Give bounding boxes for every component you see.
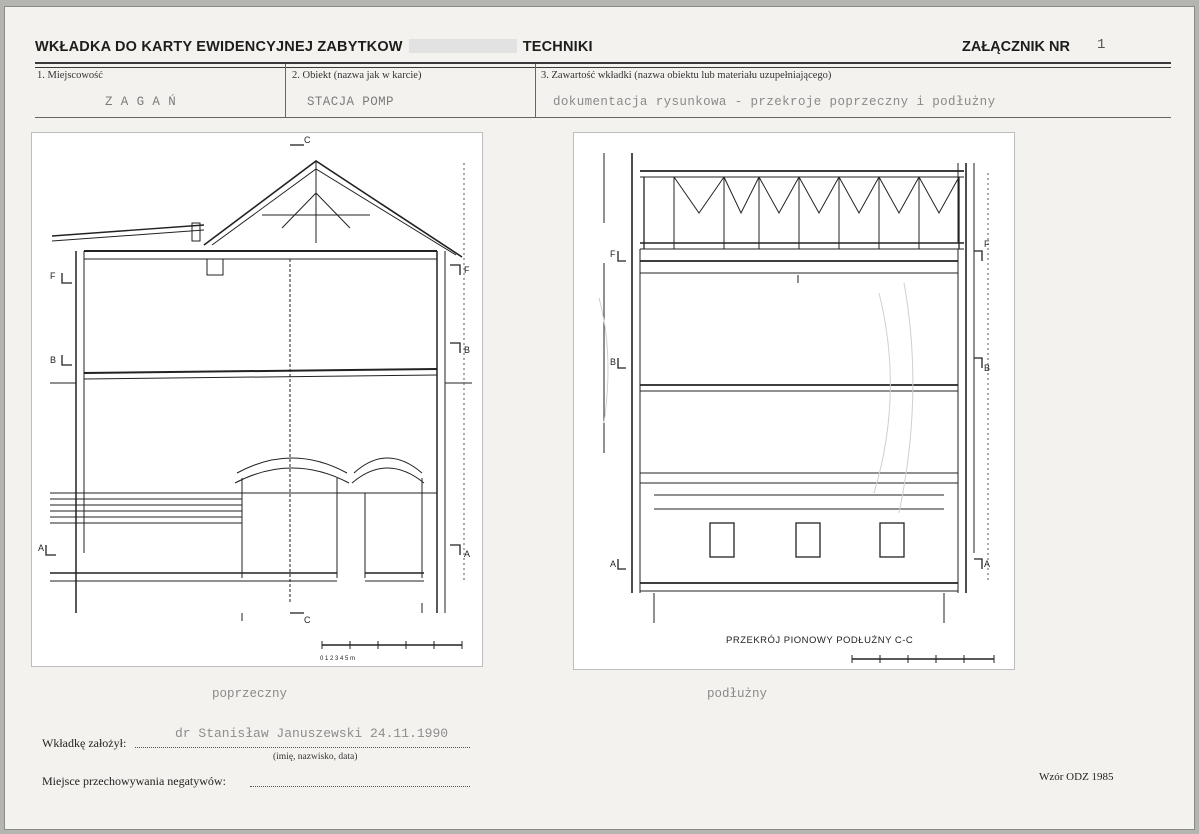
label-b-left: B [50, 355, 57, 365]
label-a-left: A [38, 543, 45, 553]
field-place-value: Z A G A Ń [105, 95, 177, 109]
scale-label: 0 1 2 3 4 5 m [320, 656, 356, 662]
label-b-right: B [464, 345, 471, 355]
title-right: TECHNIKI [522, 39, 593, 55]
founded-value: dr Stanisław Januszewski 24.11.1990 [175, 726, 449, 741]
field-content-label: 3. Zawartość wkładki (nazwa obiektu lub materiału uzupełniającego) [541, 70, 832, 81]
field-divider [285, 64, 286, 118]
field-content-value: dokumentacja rysunkowa - przekroje poprzeczny i podłużny [553, 95, 996, 109]
label-f-left: F [610, 249, 616, 259]
sheet-title [35, 39, 593, 55]
annex-label: ZAŁĄCZNIK NR [962, 39, 1070, 55]
field-place-label: 1. Miejscowość [37, 70, 103, 81]
label-a-right: A [984, 559, 991, 569]
founded-dotted-line [135, 746, 470, 748]
label-f-right: F [464, 265, 470, 275]
redaction-mark [409, 39, 517, 53]
longitudinal-section-svg [574, 133, 1015, 670]
form-code: Wzór ODZ 1985 [1039, 771, 1114, 783]
label-f-right: F [984, 239, 990, 249]
field-object-value: STACJA POMP [307, 95, 394, 109]
label-b-right: B [984, 363, 991, 373]
header-rule-thin [35, 67, 1171, 68]
founded-label: Wkładkę założył: [42, 736, 127, 750]
left-drawing-caption: poprzeczny [212, 687, 288, 701]
negatives-label: Miejsce przechowywania negatywów: [42, 774, 226, 788]
drawing-title: PRZEKRÓJ PIONOWY PODŁUŻNY C-C [726, 635, 914, 646]
negatives-dotted-line [250, 785, 470, 787]
label-c-top: C [304, 135, 311, 145]
annex-number: 1 [1097, 37, 1106, 53]
field-object-label: 2. Obiekt (nazwa jak w karcie) [292, 70, 422, 81]
field-divider [535, 64, 536, 118]
cross-section-svg [32, 133, 483, 667]
header-rule [35, 62, 1171, 64]
longitudinal-section-drawing [573, 132, 1015, 670]
label-a-left: A [610, 559, 617, 569]
label-c-bottom: C [304, 615, 311, 625]
label-b-left: B [610, 357, 617, 367]
right-drawing-caption: podłużny [707, 687, 768, 701]
founded-hint: (imię, nazwisko, data) [273, 752, 358, 762]
record-sheet [4, 6, 1195, 830]
label-a-right: A [464, 549, 471, 559]
fields-rule [35, 117, 1171, 118]
title-left: WKŁADKA DO KARTY EWIDENCYJNEJ ZABYTKOW [35, 39, 403, 55]
cross-section-drawing [31, 132, 483, 667]
label-f-left: F [50, 271, 56, 281]
